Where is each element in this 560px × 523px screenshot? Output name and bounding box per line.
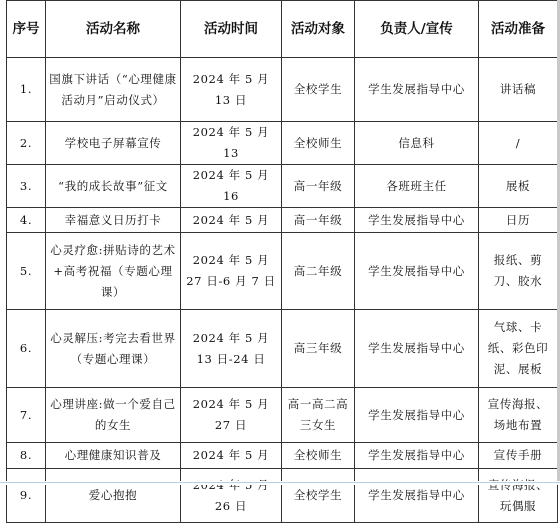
activity-time-cell: 2024 年 5 月 13: [181, 122, 282, 165]
row-index-cell: 8.: [7, 443, 46, 469]
row-index-cell: 4.: [7, 208, 46, 233]
audience-cell: 高一高二高三女生: [282, 388, 355, 443]
activity-time-cell: 2024 年 5 月: [181, 443, 282, 469]
owner-cell: 学生发展指导中心: [355, 208, 479, 233]
preparation-cell: 报纸、剪刀、胶水: [479, 233, 558, 310]
owner-cell: 学生发展指导中心: [355, 469, 479, 523]
audience-cell: 全校学生: [282, 469, 355, 523]
preparation-cell: 宣传海报、场地布置: [479, 388, 558, 443]
row-index-cell: 3.: [7, 165, 46, 208]
row-index-cell: 6.: [7, 310, 46, 388]
activity-time-cell: 26 日: [181, 469, 282, 523]
activity-name-cell: 心灵疗愈:拼贴诗的艺术+高考祝福（专题心理课）: [46, 233, 181, 310]
owner-cell: 学生发展指导中心: [355, 443, 479, 469]
owner-cell: 信息科: [355, 122, 479, 165]
table-row: [7, 310, 558, 388]
audience-cell: 高二年级: [282, 233, 355, 310]
table-row: [7, 58, 558, 122]
audience-cell: 高三年级: [282, 310, 355, 388]
owner-cell: 学生发展指导中心: [355, 310, 479, 388]
table-row: [7, 165, 558, 208]
activity-time-cell: 2024 年 5 月 13 日: [181, 58, 282, 122]
audience-cell: 全校师生: [282, 443, 355, 469]
audience-cell: 高一年级: [282, 208, 355, 233]
header-preparation: 活动准备: [479, 1, 558, 58]
activity-name-cell: 爱心抱抱: [46, 469, 181, 523]
preparation-cell: 讲话稿: [479, 58, 558, 122]
preparation-cell: /: [479, 122, 558, 165]
table-row: [7, 443, 558, 469]
table-row: [7, 469, 558, 523]
audience-cell: 全校学生: [282, 58, 355, 122]
activity-name-cell: 心灵解压:考完去看世界（专题心理课）: [46, 310, 181, 388]
owner-cell: 各班班主任: [355, 165, 479, 208]
activity-name-cell: 学校电子屏幕宣传: [46, 122, 181, 165]
activity-time-cell: 2024 年 5 月 27 日-6 月 7 日: [181, 233, 282, 310]
preparation-cell: 宣传手册: [479, 443, 558, 469]
header-activity-time: 活动时间: [181, 1, 282, 58]
page-bottom-divider: [0, 481, 560, 485]
preparation-cell: 日历: [479, 208, 558, 233]
activity-name-cell: 国旗下讲话（“心理健康活动月”启动仪式）: [46, 58, 181, 122]
activity-time-cell: 2024 年 5 月: [181, 208, 282, 233]
row-index-cell: 1.: [7, 58, 46, 122]
header-index: 序号: [7, 1, 46, 58]
activity-name-cell: 心理健康知识普及: [46, 443, 181, 469]
preparation-cell: 气球、卡纸、彩色印泥、展板: [479, 310, 558, 388]
header-audience: 活动对象: [282, 1, 355, 58]
activity-time-cell: 2024 年 5 月 27 日: [181, 388, 282, 443]
row-index-cell: 5.: [7, 233, 46, 310]
preparation-cell: 玩偶服: [479, 469, 558, 523]
audience-cell: 高一年级: [282, 165, 355, 208]
table-row: [7, 122, 558, 165]
audience-cell: 全校师生: [282, 122, 355, 165]
row-index-cell: 9.: [7, 469, 46, 523]
table-row: [7, 388, 558, 443]
activity-schedule-table: [6, 0, 558, 523]
activity-name-cell: “我的成长故事”征文: [46, 165, 181, 208]
owner-cell: 学生发展指导中心: [355, 233, 479, 310]
row-index-cell: 7.: [7, 388, 46, 443]
activity-name-cell: 幸福意义日历打卡: [46, 208, 181, 233]
header-owner: 负责人/宣传: [355, 1, 479, 58]
table-row: [7, 208, 558, 233]
table-header-row: [7, 1, 558, 58]
preparation-cell: 展板: [479, 165, 558, 208]
activity-time-cell: 2024 年 5 月 16: [181, 165, 282, 208]
table-row: [7, 233, 558, 310]
activity-name-cell: 心理讲座:做一个爱自己的女生: [46, 388, 181, 443]
owner-cell: 学生发展指导中心: [355, 388, 479, 443]
row-index-cell: 2.: [7, 122, 46, 165]
header-activity-name: 活动名称: [46, 1, 181, 58]
activity-time-cell: 2024 年 5 月 13 日-24 日: [181, 310, 282, 388]
owner-cell: 学生发展指导中心: [355, 58, 479, 122]
